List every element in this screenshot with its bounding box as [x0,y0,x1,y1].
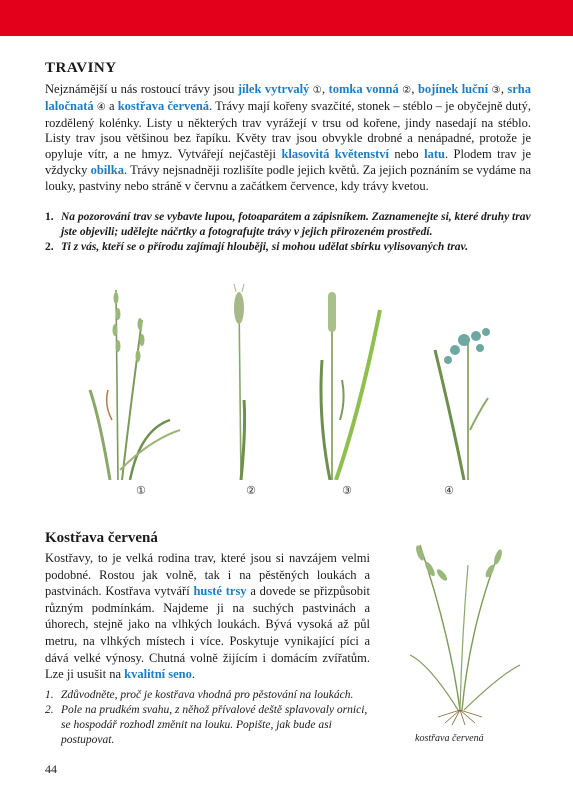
grass-srha-illustration [435,328,490,480]
term-lata: latu [424,147,445,162]
kostrava-paragraph: Kostřavy, to je velká rodina trav, které jsou si navzájem velmi podobné. Rostou jak volně, tak i na pěstěných loukách a pastvinách. Kostřava vytváří husté trsy a dovede se přizpůsobit různým podmínkám. Najdeme ji na suchých pastvinách a úhorech, stejně jako na vlhkých loukách. Bývá vysoká až půl metru, na vlhkých místech i více. Poskytuje vynikající píci a dává velké výnosy. Chutná volně žijícím i domácím zvířatům. Lze ji usušit na kvalitní seno. [45,551,370,682]
figure-caption: kostřava červená [415,733,484,744]
task-item: 2. Ti z vás, kteří se o přírodu zajímají hlouběji, si mohou udělat sbírku vylisovaných trav. [45,241,469,253]
term-obilka: obilka [90,162,124,177]
kostrava-illustration [390,535,530,725]
term-kostrava: kostřava červená [117,98,210,113]
tasks-list-2 [45,688,375,748]
term-huste-trsy: husté trsy [193,584,247,599]
tasks-list-1 [45,210,531,255]
section-title-traviny: TRAVINY [45,60,117,76]
grass-illustrations [60,280,500,480]
figure-number-3: ③ [342,484,352,497]
term-srha: srha laločnatá [45,82,532,113]
figure-number-2: ② [246,484,256,497]
grass-bojinek-illustration [321,292,380,480]
task-item: 2. Pole na prudkém svahu, z něhož přívalové deště splavovaly ornici, se hospodář rozhodl změnit na louku. Popište, jak bude asi postupovat. [45,704,368,746]
task-item: 1. Na pozorování trav se vybavte lupou, fotoaparátem a zápisníkem. Zaznamenejte si, které druhy trav jste objevili; udělejte náčrtky a fotografujte trávy v jejich přirozeném prostředí. [45,211,531,238]
page-number: 44 [45,762,57,776]
section-title-kostrava: Kostřava červená [45,530,158,546]
intro-paragraph: Nejznámější u nás rostoucí trávy jsou jílek vytrvalý ①, tomka vonná ②, bojínek luční ③, srha laločnatá ④ a kostřava červená. Trávy mají kořeny svazčité, stonek – stéblo – je obyčejně dutý, rozdělený kolénky. Listy u některých trav vyrážejí v trsu od kořene, jindy nasedají na stéblo. Listy trav jsou většinou bez řapíku. Květy trav jsou obvykle drobné a nenápadné, protože je opyluje vítr, a ne hmyz. Vytvářejí nejčastěji klasovitá květenství nebo latu. Plodem trav je vždycky obilka. Trávy nejsnadněji rozlišíte podle jejich květů. Za jejich poznáním se vydáme na louky, pastviny nebo stráně v červnu a začátkem července, kdy trávy kvetou. [45,82,532,193]
grass-jilek-illustration [90,290,180,480]
term-kvalitni-seno: kvalitní seno [124,667,192,682]
term-klasovita: klasovitá květenství [281,147,389,162]
task-item: 1. Zdůvodněte, proč je kostřava vhodná pro pěstování na loukách. [45,689,354,701]
grass-tomka-illustration [234,284,245,480]
figure-number-1: ① [136,484,146,497]
term-bojinek: bojínek luční [417,82,489,96]
figure-number-4: ④ [444,484,454,497]
term-jilek: jílek vytrvalý [237,82,310,96]
top-color-bar [0,0,573,36]
term-tomka: tomka vonná [328,82,399,96]
